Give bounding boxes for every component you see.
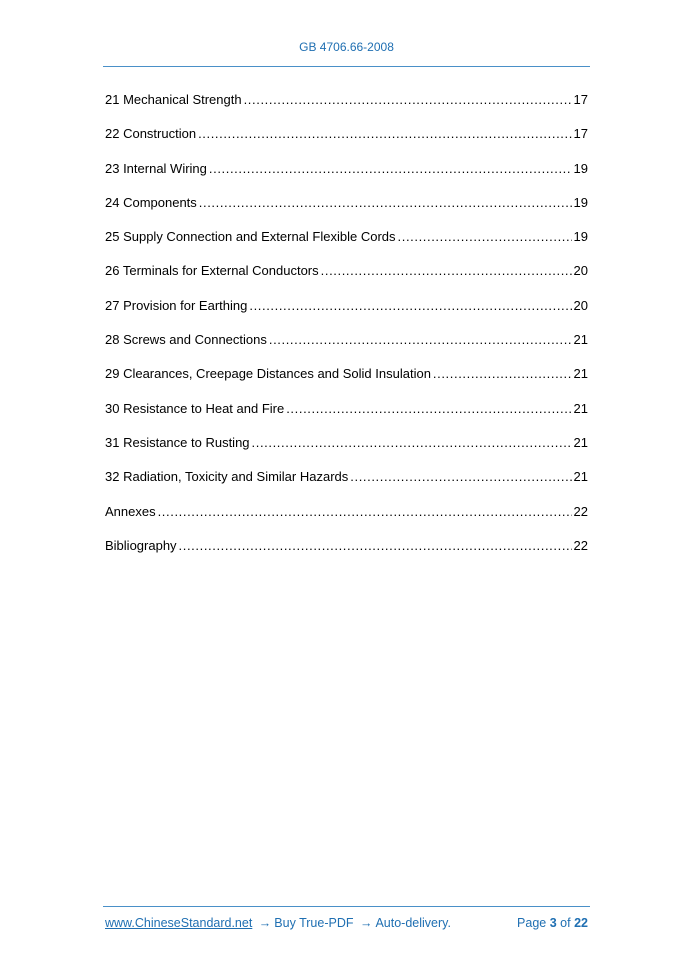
toc-leader-dots (321, 263, 572, 279)
toc-entry-title: 26 Terminals for External Conductors (105, 263, 319, 279)
toc-entry[interactable] (105, 332, 588, 366)
toc-entry-page: 21 (573, 332, 588, 348)
toc-entry[interactable] (105, 126, 588, 160)
footer-divider (103, 906, 590, 907)
current-page-number: 3 (549, 916, 557, 930)
running-header (103, 40, 590, 54)
toc-entry-page: 22 (573, 537, 588, 553)
toc-leader-dots (286, 401, 571, 417)
arrow-right-icon: → (359, 916, 373, 930)
toc-leader-dots (252, 435, 572, 451)
toc-entry[interactable] (105, 435, 588, 469)
toc-entry-page: 20 (573, 263, 588, 279)
total-pages-number: 22 (574, 916, 588, 930)
toc-entry-page: 21 (573, 434, 588, 450)
arrow-right-icon: → (258, 916, 272, 930)
toc-entry-title: 31 Resistance to Rusting (105, 434, 250, 450)
page-label: Page (517, 916, 547, 930)
toc-entry-page: 17 (573, 126, 588, 142)
toc-leader-dots (249, 298, 571, 314)
toc-leader-dots (244, 92, 572, 108)
toc-entry-title: 21 Mechanical Strength (105, 92, 242, 107)
page-indicator (517, 916, 588, 930)
toc-entry[interactable] (105, 504, 588, 538)
toc-entry-title: 29 Clearances, Creepage Distances and Solid Insulation (105, 366, 431, 382)
toc-entry-page: 19 (573, 160, 588, 176)
toc-entry[interactable] (105, 366, 588, 400)
toc-entry-page: 19 (573, 194, 588, 210)
toc-leader-dots (433, 366, 572, 382)
toc-leader-dots (350, 469, 571, 485)
toc-leader-dots (158, 504, 572, 520)
toc-entry-page: 22 (573, 503, 588, 519)
toc-entry-page: 20 (573, 297, 588, 313)
toc-entry-page: 21 (573, 469, 588, 485)
toc-entry-title: 27 Provision for Earthing (105, 297, 248, 313)
page-footer (105, 916, 588, 930)
buy-pdf-text: Buy True-PDF (274, 916, 354, 930)
document-id: GB 4706.66-2008 (299, 40, 394, 54)
footer-promo (105, 916, 451, 930)
toc-entry-title: 28 Screws and Connections (105, 332, 267, 348)
toc-entry-title: 23 Internal Wiring (105, 160, 207, 176)
toc-entry-title: Annexes (105, 503, 156, 519)
toc-entry-page: 19 (573, 229, 588, 245)
toc-leader-dots (398, 229, 572, 245)
toc-entry[interactable] (105, 298, 588, 332)
toc-leader-dots (209, 161, 572, 177)
toc-entry-page: 21 (573, 400, 588, 416)
toc-entry[interactable] (105, 401, 588, 435)
toc-entry[interactable] (105, 469, 588, 503)
toc-entry-title: 30 Resistance to Heat and Fire (105, 400, 285, 416)
toc-leader-dots (269, 332, 572, 348)
toc-leader-dots (198, 126, 571, 142)
toc-leader-dots (199, 195, 572, 211)
website-link[interactable]: www.ChineseStandard.net (105, 916, 253, 930)
toc-entry-title: 25 Supply Connection and External Flexible Cords (105, 229, 396, 245)
toc-entry[interactable] (105, 538, 588, 572)
toc-entry-title: 24 Components (105, 194, 197, 210)
toc-entry-page: 17 (573, 92, 588, 107)
auto-delivery-text: Auto-delivery. (375, 916, 451, 930)
table-of-contents (105, 92, 588, 572)
toc-entry-title: Bibliography (105, 537, 177, 553)
toc-leader-dots (179, 538, 572, 554)
toc-entry-title: 32 Radiation, Toxicity and Similar Hazards (105, 469, 349, 485)
header-divider (103, 66, 590, 67)
toc-entry[interactable] (105, 92, 588, 126)
toc-entry[interactable] (105, 263, 588, 297)
of-label: of (560, 916, 571, 930)
toc-entry-title: 22 Construction (105, 126, 197, 142)
toc-entry[interactable] (105, 161, 588, 195)
toc-entry-page: 21 (573, 366, 588, 382)
toc-entry[interactable] (105, 229, 588, 263)
toc-entry[interactable] (105, 195, 588, 229)
